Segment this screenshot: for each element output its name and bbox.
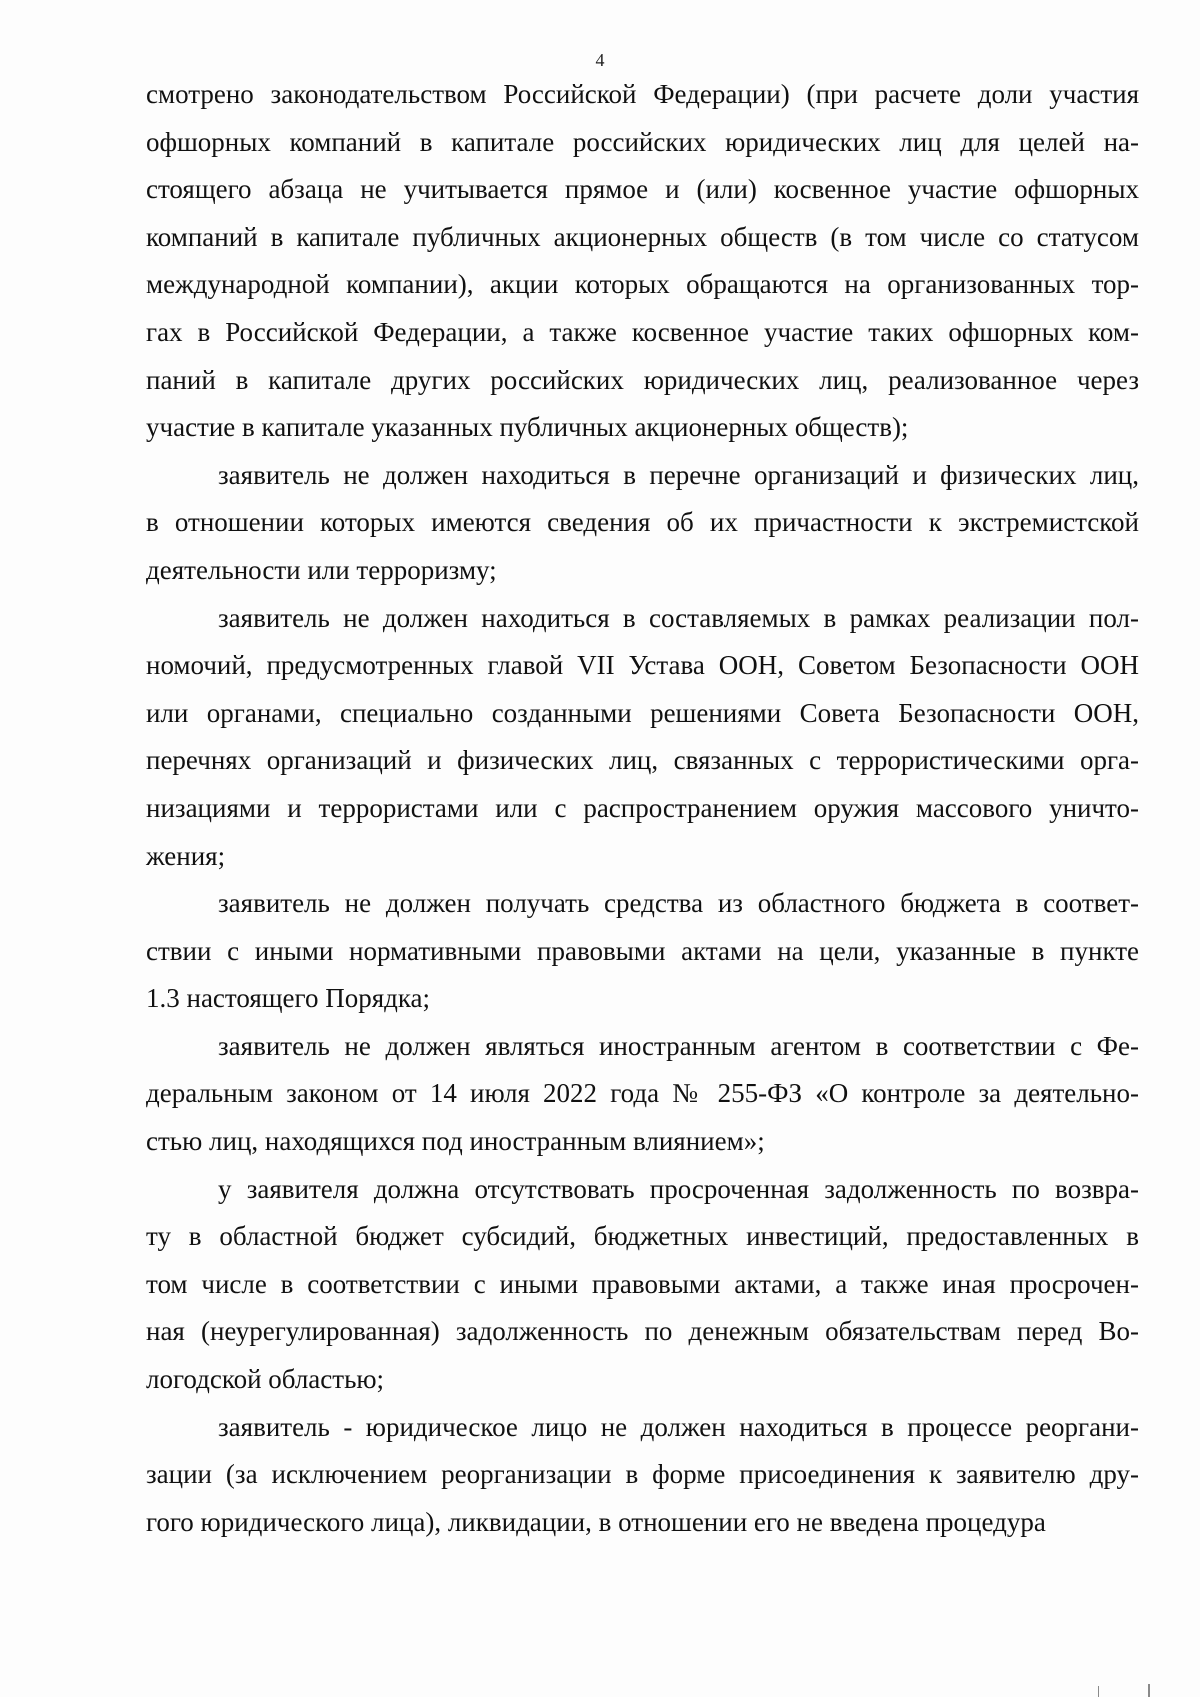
scan-artifact-mark bbox=[1148, 1684, 1150, 1697]
text-line: стоящего абзаца не учитывается прямое и (или) косвенное участие офшорных bbox=[146, 174, 1139, 205]
text-line: номочий, предусмотренных главой VII Устава ООН, Советом Безопасности ООН bbox=[146, 650, 1139, 681]
paragraph bbox=[146, 1166, 1139, 1404]
text-line: деральным законом от 14 июля 2022 года № 255-ФЗ «О контроле за деятельно- bbox=[146, 1078, 1139, 1109]
text-line: компаний в капитале публичных акционерных обществ (в том числе со статусом bbox=[146, 221, 1139, 252]
text-line: заявитель не должен находиться в составляемых в рамках реализации пол- bbox=[218, 602, 1139, 633]
text-line: жения; bbox=[146, 840, 226, 871]
text-line: заявитель не должен являться иностранным агентом в соответствии с Фе- bbox=[218, 1030, 1139, 1061]
text-line: международной компании), акции которых обращаются на организованных тор- bbox=[146, 269, 1139, 300]
text-line: зации (за исключением реорганизации в форме присоединения к заявителю дру- bbox=[146, 1459, 1139, 1490]
text-line: деятельности или терроризму; bbox=[146, 554, 497, 585]
paragraph bbox=[146, 452, 1139, 595]
text-line: ствии с иными нормативными правовыми актами на цели, указанные в пункте bbox=[146, 935, 1139, 966]
document-body bbox=[146, 71, 1139, 1546]
text-line: гах в Российской Федерации, а также косвенное участие таких офшорных ком- bbox=[146, 316, 1139, 347]
text-line: в отношении которых имеются сведения об их причастности к экстремистской bbox=[146, 507, 1139, 538]
text-line: гого юридического лица), ликвидации, в отношении его не введена процедура bbox=[146, 1506, 1046, 1537]
text-line: ная (неурегулированная) задолженность по денежным обязательствам перед Во- bbox=[146, 1316, 1139, 1347]
paragraph bbox=[146, 71, 1139, 452]
text-line: паний в капитале других российских юридических лиц, реализованное через bbox=[146, 364, 1139, 395]
text-line: том числе в соответствии с иными правовыми актами, а также иная просрочен- bbox=[146, 1268, 1139, 1299]
paragraph bbox=[146, 1404, 1139, 1547]
text-line: или органами, специально созданными решениями Совета Безопасности ООН, bbox=[146, 697, 1139, 728]
paragraph bbox=[146, 880, 1139, 1023]
text-line: заявитель - юридическое лицо не должен находиться в процессе реоргани- bbox=[218, 1411, 1139, 1442]
text-line: участие в капитале указанных публичных акционерных обществ); bbox=[146, 412, 909, 443]
text-line: ту в областной бюджет субсидий, бюджетных инвестиций, предоставленных в bbox=[146, 1221, 1139, 1252]
text-line: стью лиц, находящихся под иностранным влиянием»; bbox=[146, 1126, 765, 1157]
paragraph bbox=[146, 595, 1139, 881]
scan-artifact-mark bbox=[1098, 1686, 1099, 1697]
text-line: перечнях организаций и физических лиц, связанных с террористическими орга- bbox=[146, 745, 1139, 776]
text-line: низациями и террористами или с распространением оружия массового уничто- bbox=[146, 792, 1139, 823]
text-line: у заявителя должна отсутствовать просроченная задолженность по возвра- bbox=[218, 1173, 1139, 1204]
text-line: заявитель не должен получать средства из областного бюджета в соответ- bbox=[218, 888, 1139, 919]
paragraph bbox=[146, 1023, 1139, 1166]
text-line: смотрено законодательством Российской Федерации) (при расчете доли участия bbox=[146, 79, 1139, 109]
text-line: логодской областью; bbox=[146, 1364, 385, 1395]
text-line: офшорных компаний в капитале российских юридических лиц для целей на- bbox=[146, 126, 1139, 157]
text-line: заявитель не должен находиться в перечне организаций и физических лиц, bbox=[218, 459, 1139, 490]
page-number: 4 bbox=[595, 50, 605, 70]
text-line: 1.3 настоящего Порядка; bbox=[146, 983, 431, 1014]
